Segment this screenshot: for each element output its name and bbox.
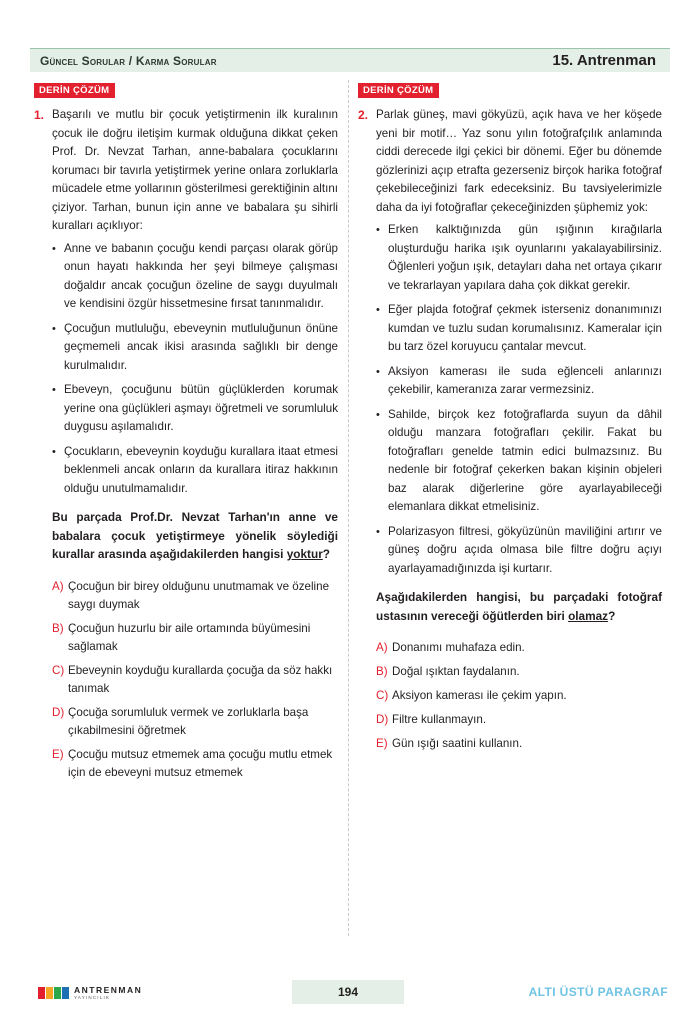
answer-options bbox=[376, 639, 662, 753]
stem-keyword: olamaz bbox=[568, 608, 609, 623]
option-d[interactable] bbox=[52, 704, 338, 740]
question-number: 1. bbox=[34, 108, 45, 122]
question-2 bbox=[358, 106, 662, 753]
option-letter: A) bbox=[376, 641, 388, 654]
publisher-logo bbox=[38, 984, 143, 1002]
stem-end: ? bbox=[322, 547, 331, 561]
column-divider bbox=[348, 80, 349, 936]
list-item: • Erken kalktığınızda gün ışığının kırağılarla oluşturduğu harika ışık oyunlarını yakalayabilirsiniz. Öğlenleri yoğun ışık, detayları daha net ortaya çıkarır ve tekrarlayan yapılara daha çok dikkat gerekir. bbox=[376, 221, 662, 295]
unit-title: 15. Antrenman bbox=[552, 52, 656, 69]
option-letter: B) bbox=[376, 665, 388, 678]
page-number: 194 bbox=[292, 980, 404, 1004]
option-text: Aksiyon kamerası ile çekim yapın. bbox=[392, 689, 567, 702]
stem-text: Aşağıdakilerden hangisi, bu parçadaki fotoğraf ustasının vereceği öğütlerden biri bbox=[376, 590, 662, 623]
derin-cozum-badge: DERİN ÇÖZÜM bbox=[358, 83, 439, 98]
option-text: Donanımı muhafaza edin. bbox=[392, 641, 525, 654]
list-item: • Aksiyon kamerası ile suda eğlenceli anlarınızı çekebilir, kameranıza zarar vermezsiniz. bbox=[376, 363, 662, 400]
option-a[interactable] bbox=[52, 578, 338, 614]
list-item: • Eğer plajda fotoğraf çekmek isterseniz donanımınızı kumdan ve tuzlu sudan korumalısınız. Kameralar için bu tarz özel koruyucu çantalar mevcut. bbox=[376, 301, 662, 357]
option-text: Çocuğu mutsuz etmemek ama çocuğu mutlu etmek için de ebeveyni mutsuz etmemek bbox=[68, 747, 333, 779]
list-item: • Çocukların, ebeveynin koyduğu kurallara itaat etmesi beklenmeli ancak onların da kurallara itiraz hakkının olduğu unutulmamalıdır. bbox=[52, 443, 338, 499]
book-title: ALTI ÜSTÜ PARAGRAF bbox=[528, 985, 668, 999]
option-letter: A) bbox=[52, 579, 64, 593]
option-b[interactable] bbox=[376, 663, 662, 681]
stem-end: ? bbox=[608, 608, 616, 623]
option-text: Doğal ışıktan faydalanın. bbox=[392, 665, 520, 678]
option-text: Çocuğun bir birey olduğunu unutmamak ve özeline saygı duymak bbox=[68, 579, 330, 611]
option-e[interactable] bbox=[52, 746, 338, 782]
option-c[interactable] bbox=[52, 662, 338, 698]
logo-icon bbox=[38, 987, 70, 999]
option-text: Filtre kullanmayın. bbox=[392, 713, 487, 726]
option-letter: E) bbox=[376, 737, 388, 750]
answer-options bbox=[52, 578, 338, 782]
question-1 bbox=[34, 106, 338, 782]
question-2-column bbox=[358, 80, 662, 759]
option-d[interactable] bbox=[376, 711, 662, 729]
question-stem bbox=[376, 588, 662, 625]
option-e[interactable] bbox=[376, 735, 662, 753]
option-letter: E) bbox=[52, 747, 64, 761]
logo-subtext: YAYINCILIK bbox=[74, 995, 111, 1000]
stem-text: Bu parçada Prof.Dr. Nevzat Tarhan'ın anne ve babalara çocuk yetiştirmeye yönelik söylediği kurallar arasında aşağıdakilerden hangisi bbox=[52, 510, 338, 561]
question-intro: Parlak güneş, mavi gökyüzü, açık hava ve her köşede yeni bir motif… Yaz sonu yılın fotoğrafçılık anlamında ciddi derecede ilgi çekici bir dönemi. Eğer bu dönemde gözlerinizi açıp etrafta gezerseniz birçok harika fotoğraf çekebileceğinizi fark edeceksiniz. Bu tavsiyelerimizle daha da iyi fotoğraflar çekeceğinizden şüphemiz yok: bbox=[376, 108, 662, 214]
option-letter: D) bbox=[376, 713, 389, 726]
list-item: • Anne ve babanın çocuğu kendi parçası olarak görüp onun hayatı hakkında her şeyi bilmeye çalışması doğaldır ancak çocuğun özeline de saygı duyulmalı ve kendisini özgür hissetmesine fırsat tanınmalıdır. bbox=[52, 240, 338, 314]
question-intro: Başarılı ve mutlu bir çocuk yetiştirmenin ilk kuralının çocuk ile doğru iletişim kurmak olduğuna dikkat çeken Prof. Dr. Nevzat Tarhan, anne-babalara çocuklarını korumacı bir tavırla yetiştirmek yerine onlara zorluklarla mücadele etme yollarının gösterilmesi gerektiğinin altını çiziyor. Tarhan, bunun için anne ve babalara şu sihirli kuralları açıklıyor: bbox=[52, 108, 338, 232]
list-item: • Çocuğun mutluluğu, ebeveynin mutluluğunun önüne geçmemeli ancak ikisi arasında sağlıklı bir denge kurulmalıdır. bbox=[52, 320, 338, 376]
question-number: 2. bbox=[358, 108, 369, 122]
question-1-column bbox=[34, 80, 338, 788]
section-title: Güncel Sorular / Karma Sorular bbox=[40, 54, 217, 68]
option-c[interactable] bbox=[376, 687, 662, 705]
option-letter: C) bbox=[376, 689, 389, 702]
option-a[interactable] bbox=[376, 639, 662, 657]
option-text: Çocuğun huzurlu bir aile ortamında büyümesini sağlamak bbox=[68, 621, 311, 653]
option-text: Çocuğa sorumluluk vermek ve zorluklarla başa çıkabilmesini öğretmek bbox=[68, 705, 309, 737]
logo-text: ANTRENMAN bbox=[74, 985, 143, 995]
option-b[interactable] bbox=[52, 620, 338, 656]
option-letter: D) bbox=[52, 705, 65, 719]
rules-list bbox=[52, 240, 338, 499]
list-item: • Sahilde, birçok kez fotoğraflarda suyun da dâhil olduğu manzara fotoğrafları çekilir. Fakat bu fotoğrafları genelde tatmin edici bulmazsınız. Bu nedenle bir fotoğraf çekerken bakan kişinin objeleri baz alarak diğerlerine göre ayarlayabileceği elemanlara dikkat etmelisiniz. bbox=[376, 406, 662, 517]
tips-list bbox=[376, 221, 662, 578]
question-stem bbox=[52, 508, 338, 564]
option-text: Gün ışığı saatini kullanın. bbox=[392, 737, 523, 750]
option-text: Ebeveynin koyduğu kurallarda çocuğa da söz hakkı tanımak bbox=[68, 663, 333, 695]
list-item: • Ebeveyn, çocuğunu bütün güçlüklerden korumak yerine ona güçlükleri aşmayı öğretmeli ve sorumluluk duygusu aşılamalıdır. bbox=[52, 381, 338, 437]
option-letter: B) bbox=[52, 621, 64, 635]
list-item: • Polarizasyon filtresi, gökyüzünün maviliğini artırır ve güneş doğru açıda olmasa bile filtre doğru açıyı ayarlayamadığınızda işi kurtarır. bbox=[376, 523, 662, 579]
page-header bbox=[30, 48, 670, 72]
derin-cozum-badge: DERİN ÇÖZÜM bbox=[34, 83, 115, 98]
stem-keyword: yoktur bbox=[286, 547, 323, 561]
option-letter: C) bbox=[52, 663, 65, 677]
